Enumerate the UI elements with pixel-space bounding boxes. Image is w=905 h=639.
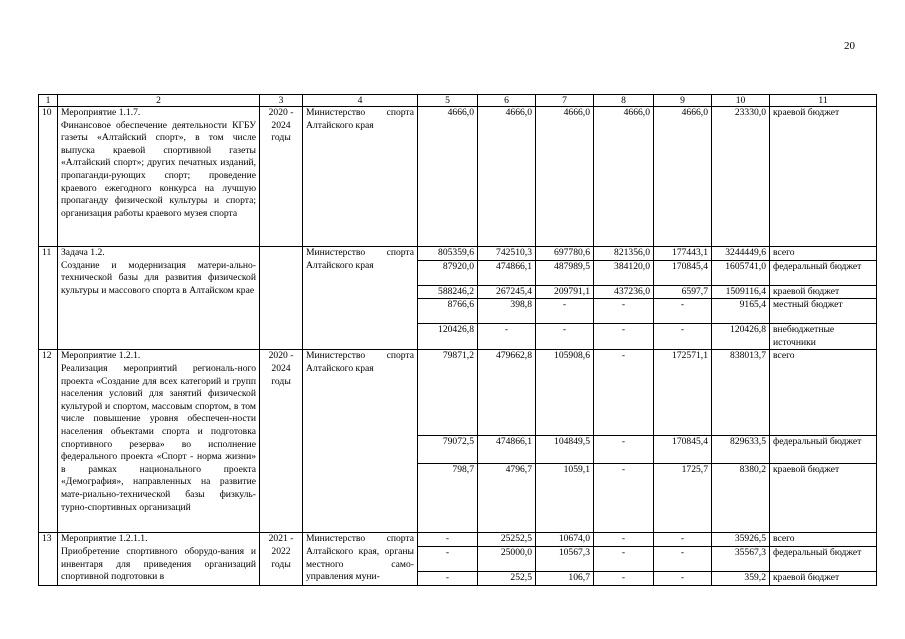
- amount-cell: 1059,1: [536, 464, 594, 533]
- column-header: 4: [303, 95, 418, 107]
- amount-cell: -: [594, 350, 654, 436]
- row-number: 11: [39, 247, 58, 350]
- amount-cell: 479662,8: [478, 350, 536, 436]
- amount-cell: 79072,5: [418, 436, 478, 464]
- column-header: 2: [58, 95, 260, 107]
- funding-source: краевой бюджет: [770, 285, 877, 299]
- amount-cell: 172571,1: [654, 350, 712, 436]
- amount-cell: 170845,4: [654, 260, 712, 285]
- column-header: 10: [712, 95, 770, 107]
- column-header: 3: [260, 95, 303, 107]
- amount-cell: 4666,0: [536, 107, 594, 247]
- activity-text: Реализация мероприятий региональ-ного проекта «Создание для всех категорий и групп населения условий для занятий физической культурой и спортом, массовым спортом, в том числе повышение уровня обеспечен-ности населения объектами спорта и подготовка спортивного резерва» во исполнение федерального проекта «Спорт - норма жизни» в рамках национального проекта «Демография», направленных на развитие мате-риально-технической базы физкуль-турно-спортивных организаций: [61, 362, 256, 513]
- funding-source: всего: [770, 247, 877, 261]
- funding-source: краевой бюджет: [770, 571, 877, 585]
- amount-cell: -: [594, 299, 654, 324]
- column-header: 11: [770, 95, 877, 107]
- activity-title: Мероприятие 1.2.1.1.: [61, 533, 148, 545]
- funding-source: всего: [770, 533, 877, 547]
- amount-cell: -: [594, 546, 654, 571]
- column-header: 7: [536, 95, 594, 107]
- amount-cell: -: [478, 324, 536, 350]
- row-number: 13: [39, 533, 58, 585]
- activity-text: Приобретение спортивного оборудо-вания и инвентаря для приведения организаций спортивной подготовки в: [61, 545, 256, 583]
- funding-source: федеральный бюджет: [770, 260, 877, 285]
- row-number: 10: [39, 107, 58, 247]
- executor: Министерство спорта Алтайского края: [303, 247, 418, 350]
- amount-cell: -: [594, 464, 654, 533]
- budget-table: [38, 94, 877, 586]
- funding-source: внебюджетные источники: [770, 324, 877, 350]
- table-row: [39, 247, 877, 261]
- amount-cell: 8380,2: [712, 464, 770, 533]
- amount-cell: 384120,0: [594, 260, 654, 285]
- amount-cell: 3244449,6: [712, 247, 770, 261]
- amount-cell: 1509116,4: [712, 285, 770, 299]
- executor: Министерство спорта Алтайского края, органы местного само-управления муни-: [303, 533, 418, 585]
- amount-cell: 4666,0: [418, 107, 478, 247]
- executor: Министерство спорта Алтайского края: [303, 350, 418, 533]
- term: [260, 247, 303, 350]
- funding-source: федеральный бюджет: [770, 546, 877, 571]
- amount-cell: 821356,0: [594, 247, 654, 261]
- amount-cell: 829633,5: [712, 436, 770, 464]
- activity-description: [58, 247, 260, 350]
- amount-cell: 8766,6: [418, 299, 478, 324]
- amount-cell: 4796,7: [478, 464, 536, 533]
- amount-cell: 25252,5: [478, 533, 536, 547]
- amount-cell: 398,8: [478, 299, 536, 324]
- amount-cell: 798,7: [418, 464, 478, 533]
- amount-cell: 697780,6: [536, 247, 594, 261]
- amount-cell: 805359,6: [418, 247, 478, 261]
- term: 2021 - 2022 годы: [260, 533, 303, 585]
- amount-cell: 4666,0: [478, 107, 536, 247]
- amount-cell: -: [654, 299, 712, 324]
- page-number: 20: [844, 40, 855, 52]
- amount-cell: 267245,4: [478, 285, 536, 299]
- amount-cell: 177443,1: [654, 247, 712, 261]
- activity-title: Задача 1.2.: [61, 247, 105, 258]
- amount-cell: 474866,1: [478, 436, 536, 464]
- funding-source: всего: [770, 350, 877, 436]
- amount-cell: 487989,5: [536, 260, 594, 285]
- amount-cell: 209791,1: [536, 285, 594, 299]
- amount-cell: 588246,2: [418, 285, 478, 299]
- amount-cell: 105908,6: [536, 350, 594, 436]
- amount-cell: 252,5: [478, 571, 536, 585]
- amount-cell: 120426,8: [712, 324, 770, 350]
- amount-cell: 359,2: [712, 571, 770, 585]
- amount-cell: -: [418, 546, 478, 571]
- table-row: [39, 350, 877, 436]
- amount-cell: 742510,3: [478, 247, 536, 261]
- activity-title: Мероприятие 1.2.1.: [61, 350, 141, 362]
- amount-cell: 120426,8: [418, 324, 478, 350]
- activity-title: Мероприятие 1.1.7.: [61, 107, 141, 118]
- amount-cell: 6597,7: [654, 285, 712, 299]
- amount-cell: 104849,5: [536, 436, 594, 464]
- amount-cell: -: [418, 533, 478, 547]
- column-header: 8: [594, 95, 654, 107]
- amount-cell: 35567,3: [712, 546, 770, 571]
- activity-description: [58, 533, 260, 585]
- amount-cell: -: [654, 571, 712, 585]
- amount-cell: 4666,0: [594, 107, 654, 247]
- amount-cell: -: [654, 533, 712, 547]
- amount-cell: -: [594, 436, 654, 464]
- amount-cell: 170845,4: [654, 436, 712, 464]
- amount-cell: 9165,4: [712, 299, 770, 324]
- row-number: 12: [39, 350, 58, 533]
- amount-cell: 1605741,0: [712, 260, 770, 285]
- amount-cell: 35926,5: [712, 533, 770, 547]
- amount-cell: -: [418, 571, 478, 585]
- amount-cell: 437236,0: [594, 285, 654, 299]
- amount-cell: 79871,2: [418, 350, 478, 436]
- amount-cell: 838013,7: [712, 350, 770, 436]
- amount-cell: 87920,0: [418, 260, 478, 285]
- column-header: 9: [654, 95, 712, 107]
- table-row: [39, 533, 877, 547]
- header-row: [39, 95, 877, 107]
- amount-cell: -: [594, 533, 654, 547]
- amount-cell: -: [654, 546, 712, 571]
- amount-cell: 106,7: [536, 571, 594, 585]
- activity-description: [58, 350, 260, 533]
- amount-cell: -: [536, 299, 594, 324]
- activity-description: [58, 107, 260, 247]
- funding-source: федеральный бюджет: [770, 436, 877, 464]
- amount-cell: 4666,0: [654, 107, 712, 247]
- amount-cell: 10674,0: [536, 533, 594, 547]
- amount-cell: -: [654, 324, 712, 350]
- column-header: 1: [39, 95, 58, 107]
- amount-cell: -: [594, 571, 654, 585]
- amount-cell: 25000,0: [478, 546, 536, 571]
- amount-cell: -: [536, 324, 594, 350]
- activity-text: Финансовое обеспечение деятельности КГБУ газеты «Алтайский спорт», в том числе выпуска краевой спортивной газеты «Алтайский спорт»; других печатных изданий, пропаганди-рующих спорт; проведение краевого ежегодного конкурса на лучшую пропаганду физической культуры и спорта; организация работы краевого музея спорта: [61, 119, 256, 219]
- funding-source: краевой бюджет: [770, 464, 877, 533]
- amount-cell: 474866,1: [478, 260, 536, 285]
- amount-cell: -: [594, 324, 654, 350]
- table-row: [39, 107, 877, 247]
- term: 2020 - 2024 годы: [260, 107, 303, 247]
- term: 2020 - 2024 годы: [260, 350, 303, 533]
- activity-text: Создание и модернизация матери-ально-технической базы для развития физической культуры и массового спорта в Алтайском крае: [61, 259, 256, 296]
- column-header: 6: [478, 95, 536, 107]
- funding-source: местный бюджет: [770, 299, 877, 324]
- amount-cell: 23330,0: [712, 107, 770, 247]
- funding-source: краевой бюджет: [770, 107, 877, 247]
- amount-cell: 10567,3: [536, 546, 594, 571]
- amount-cell: 1725,7: [654, 464, 712, 533]
- column-header: 5: [418, 95, 478, 107]
- executor: Министерство спорта Алтайского края: [303, 107, 418, 247]
